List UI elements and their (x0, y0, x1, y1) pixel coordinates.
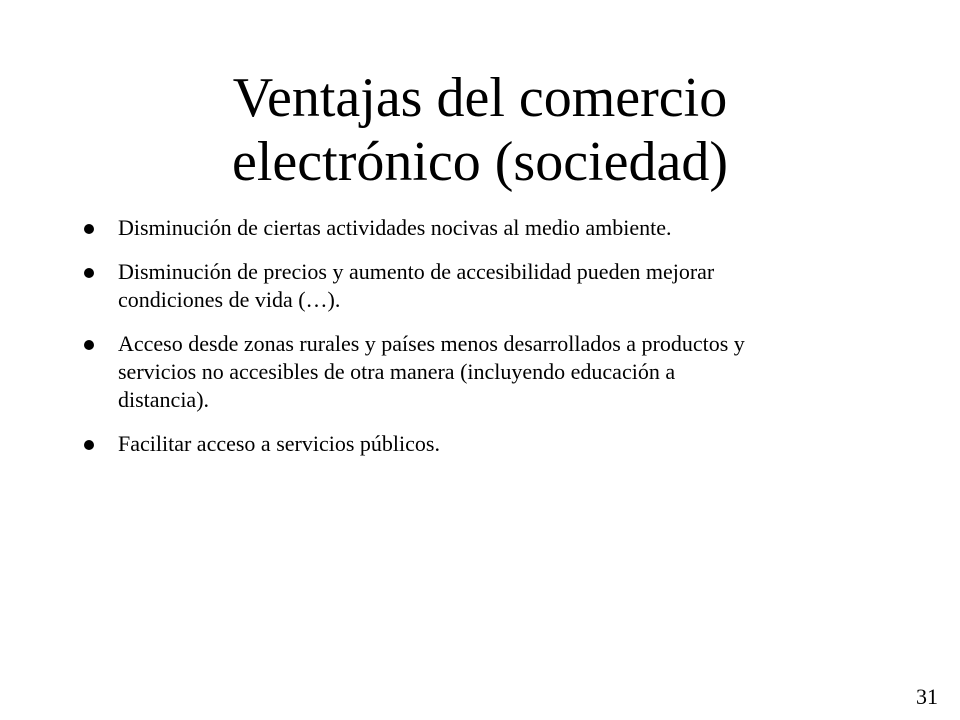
bullet-item (80, 214, 910, 242)
bullet-text: Disminución de precios y aumento de accesibilidad pueden mejorar (118, 259, 715, 284)
slide-title (0, 66, 960, 194)
page-number: 31 (916, 684, 938, 709)
bullet-dot-icon (84, 268, 94, 278)
slide-title-line-2: electrónico (sociedad) (232, 131, 728, 193)
bullet-dot-icon (84, 340, 94, 350)
bullet-item (80, 258, 910, 314)
bullet-text: Acceso desde zonas rurales y países menos desarrollados a productos y (118, 331, 745, 356)
bullet-dot-icon (84, 440, 94, 450)
bullet-text: Disminución de ciertas actividades nocivas al medio ambiente. (118, 215, 672, 240)
slide-title-line-1: Ventajas del comercio (232, 67, 728, 129)
bullet-text: servicios no accesibles de otra manera (incluyendo educación a (118, 359, 676, 384)
bullet-list (80, 214, 910, 474)
bullet-item (80, 430, 910, 458)
bullet-text: distancia). (118, 387, 210, 412)
bullet-text: Facilitar acceso a servicios públicos. (118, 431, 440, 456)
bullet-text: condiciones de vida (…). (118, 287, 341, 312)
bullet-dot-icon (84, 224, 94, 234)
bullet-item (80, 330, 910, 414)
